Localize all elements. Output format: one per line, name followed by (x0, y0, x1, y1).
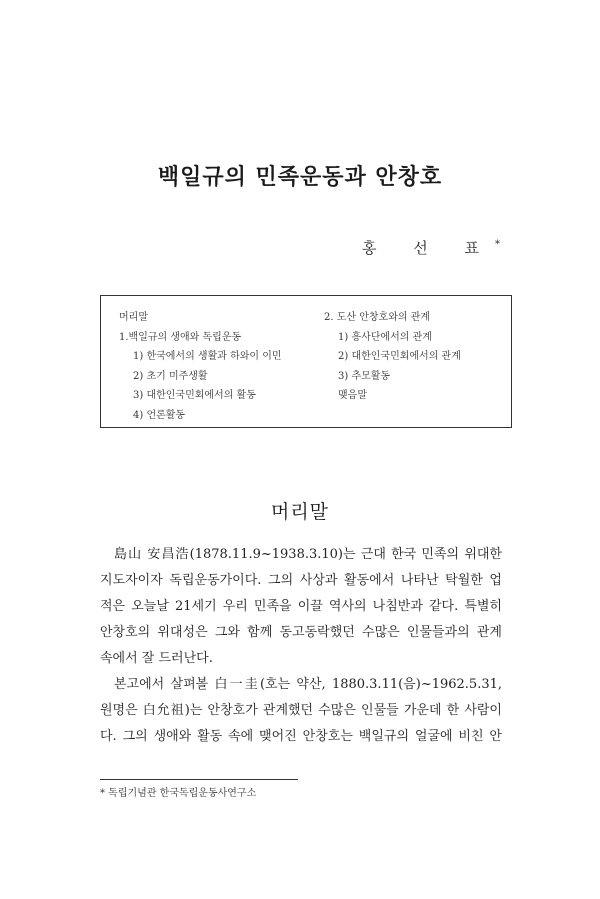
footnote: * 독립기념관 한국독립운동사연구소 (100, 788, 257, 799)
toc-item: 4) 언론활동 (133, 409, 186, 421)
body-line: 島山 安昌浩(1878.11.9~1938.3.10)는 근대 한국 민족의 위대한 (114, 547, 502, 562)
section-heading: 머리말 (270, 501, 330, 523)
body-text (100, 542, 502, 750)
toc-right-column (324, 308, 461, 406)
author-name-text: 홍 선 표 (361, 239, 495, 257)
author-footnote-mark: * (495, 239, 500, 250)
body-line: 안창호의 위대성은 그와 함께 동고동락했던 수많은 인물들과의 관계 (100, 625, 502, 640)
paper-title: 백일규의 민족운동과 안창호 (157, 164, 443, 190)
toc-item: 1.백일규의 생애와 독립운동 (119, 331, 242, 343)
toc-item: 머리말 (119, 312, 148, 323)
toc-left-column (119, 308, 282, 425)
toc-item: 2) 대한인국민회에서의 관계 (338, 351, 461, 362)
body-line: 다. 그의 생애와 활동 속에 맺어진 안창호는 백일규의 얼굴에 비친 안 (100, 729, 502, 744)
body-line: 본고에서 살펴볼 白一圭(호는 약산, 1880.3.11(음)~1962.5.31, (114, 677, 502, 692)
body-line: 적은 오늘날 21세기 우리 민족을 이끌 역사의 나침반과 같다. 특별히 (100, 599, 502, 614)
toc-item: 3) 대한인국민회에서의 활동 (133, 390, 256, 401)
body-line: 속에서 잘 드러난다. (100, 651, 213, 666)
author-name (362, 237, 500, 258)
footnote-divider (100, 779, 298, 780)
toc-item: 2. 도산 안창호와의 관계 (324, 312, 431, 323)
body-line: 지도자이자 독립운동가이다. 그의 사상과 활동에서 나타난 탁월한 업 (100, 573, 502, 588)
toc-item: 1) 흥사단에서의 관계 (338, 331, 432, 343)
body-line: 원명은 白允祖)는 안창호가 관계했던 수많은 인물들 가운데 한 사람이 (100, 703, 502, 718)
toc-item: 2) 초기 미주생활 (133, 370, 208, 382)
table-of-contents (100, 295, 512, 428)
toc-item: 3) 추모활동 (338, 370, 391, 382)
toc-item: 1) 한국에서의 생활과 하와이 이민 (133, 351, 282, 362)
toc-item: 맺음말 (338, 390, 367, 401)
